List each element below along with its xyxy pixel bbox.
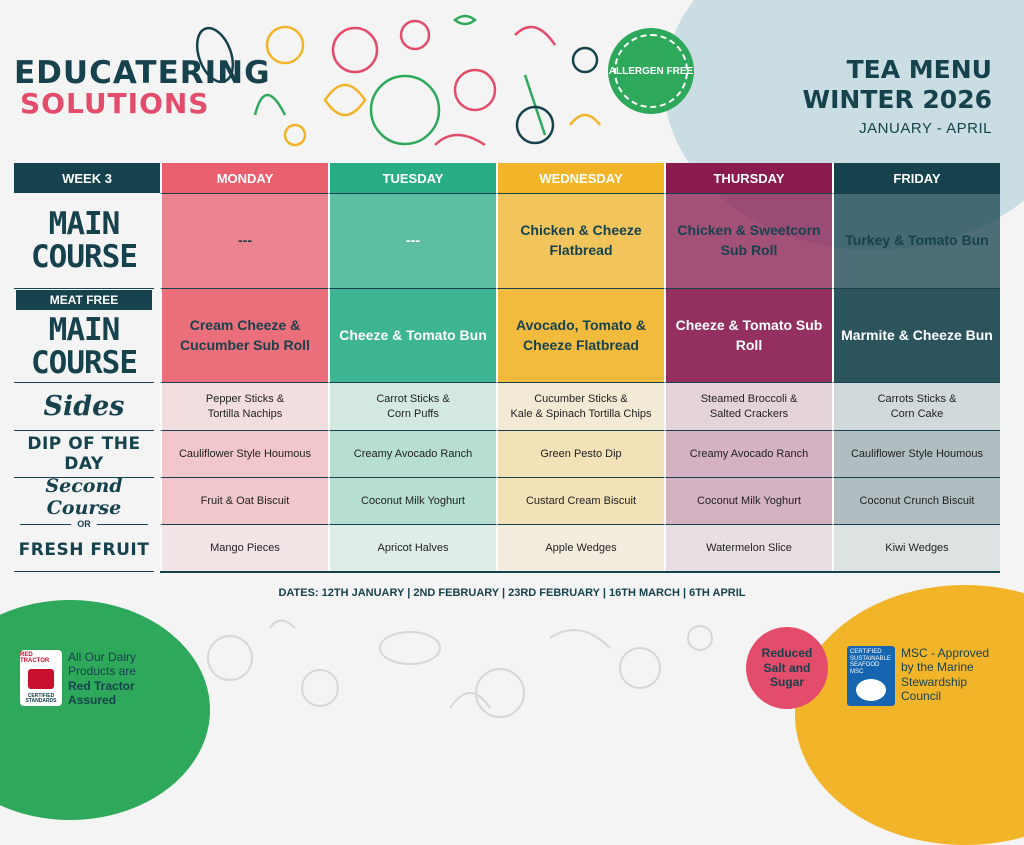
menu-dates: DATES: 12TH JANUARY | 2ND FEBRUARY | 23RD FEBRUARY | 16TH MARCH | 6TH APRIL [278, 587, 746, 599]
row-divider [14, 571, 154, 572]
meat-free-main-cell [160, 288, 328, 382]
msc-line-4: Council [901, 689, 942, 704]
main-course-cell [664, 193, 832, 288]
second-course-cell-text: Fruit & Oat Biscuit [200, 494, 290, 507]
dip-cell-text: Creamy Avocado Ranch [353, 447, 473, 460]
main-course-cell-text: Turkey & Tomato Bun [845, 232, 989, 249]
fresh-fruit-cell [160, 524, 328, 571]
badge-ring [614, 34, 688, 108]
fresh-fruit-cell [328, 524, 496, 571]
yellow-footer-shape [795, 585, 1024, 845]
second-course-cell-text: Coconut Milk Yoghurt [361, 494, 465, 507]
main-course-cell [832, 193, 1000, 288]
msc-logo [847, 646, 895, 706]
msc-line-3: Stewardship [901, 674, 968, 689]
sides-cell [832, 382, 1000, 430]
row-label-main-1: MAIN [48, 205, 120, 242]
sides-cell-line: Corn Puffs [387, 407, 439, 420]
main-course-cell-text: Chicken & Cheeze Flatbread [520, 222, 642, 258]
red-tractor-logo-top: RED TRACTOR [20, 652, 50, 664]
msc-logo-text: CERTIFIED SUSTAINABLE SEAFOOD MSC [850, 649, 891, 675]
or-text: OR [77, 519, 91, 529]
dip-cell [832, 430, 1000, 477]
row-label-mf-main-2: COURSE [31, 345, 137, 381]
fish-icon [856, 679, 886, 701]
sides-cell-line: Steamed Broccoli & [700, 392, 798, 405]
main-course-cell [496, 193, 664, 288]
sides-cell-line: Corn Cake [890, 407, 944, 420]
meat-free-main-cell-text: Cream Cheeze & Cucumber Sub Roll [180, 316, 310, 353]
fresh-fruit-cell-text: Apple Wedges [545, 541, 617, 554]
dip-cell-text: Cauliflower Style Houmous [178, 447, 312, 460]
row-label-meat-free [14, 288, 154, 382]
reduced-line-2: Salt and [763, 660, 811, 675]
footer-doodles [170, 608, 730, 726]
dairy-line-3: Red Tractor [68, 678, 135, 693]
day-header-wednesday: WEDNESDAY [496, 163, 664, 193]
row-label-second-text: Second Course [45, 475, 123, 519]
sides-cell-line: Cucumber Sticks & [534, 392, 628, 405]
sides-cell-text [506, 392, 655, 422]
second-course-cell [160, 477, 328, 524]
dip-cell [160, 430, 328, 477]
logo-line-1: EDUCATERING [14, 55, 271, 91]
table-bottom-border [160, 571, 1000, 573]
sides-cell-line: Pepper Sticks & [205, 392, 285, 405]
second-course-cell-text: Custard Cream Biscuit [525, 494, 637, 507]
sides-cell-line: Tortilla Nachips [207, 407, 283, 420]
reduced-line-3: Sugar [769, 675, 804, 690]
red-tractor-logo-bottom: CERTIFIED STANDARDS [25, 692, 57, 704]
row-label-fruit-text: FRESH FRUIT [18, 540, 150, 560]
day-header-thursday: THURSDAY [664, 163, 832, 193]
sides-cell [160, 382, 328, 430]
row-label-sides-text: Sides [43, 390, 125, 422]
row-label-mf-main-1: MAIN [48, 312, 120, 349]
dip-cell [664, 430, 832, 477]
second-course-cell-text: Coconut Crunch Biscuit [859, 494, 975, 507]
sides-cell-text [372, 392, 453, 422]
main-course-cell-text: Chicken & Sweetcorn Sub Roll [677, 222, 821, 258]
sides-cell-text [697, 392, 802, 422]
second-course-cell [496, 477, 664, 524]
menu-title [803, 55, 992, 137]
dip-cell-text: Cauliflower Style Houmous [850, 447, 984, 460]
sides-cell [328, 382, 496, 430]
sides-cell-line: Carrot Sticks & [376, 392, 450, 405]
sides-cell-text [202, 392, 288, 422]
sides-cell-line: Kale & Spinach Tortilla Chips [510, 407, 652, 420]
sides-cell-line: Carrots Sticks & [877, 392, 957, 405]
row-label-fresh-fruit [14, 531, 154, 569]
meat-free-main-cell [496, 288, 664, 382]
meat-free-main-cell [832, 288, 1000, 382]
dairy-line-2: Products are [68, 664, 137, 679]
main-course-cell [160, 193, 328, 288]
meat-free-main-cell [328, 288, 496, 382]
dairy-assurance-text [68, 650, 136, 708]
tractor-icon [28, 669, 54, 689]
msc-line-2: by the Marine [901, 660, 974, 675]
week-label: WEEK 3 [14, 163, 160, 193]
msc-line-1: MSC - Approved [901, 646, 990, 660]
dip-cell [496, 430, 664, 477]
meat-free-main-cell-text: Cheeze & Tomato Sub Roll [675, 316, 823, 353]
title-line-2: WINTER 2026 [802, 84, 992, 114]
second-course-cell [328, 477, 496, 524]
row-label-second-course [14, 477, 154, 517]
reduced-salt-sugar-badge [746, 627, 828, 709]
dip-cell-text: Green Pesto Dip [540, 447, 622, 460]
fresh-fruit-cell [832, 524, 1000, 571]
main-course-cell-text: --- [406, 232, 420, 249]
day-header-monday: MONDAY [160, 163, 328, 193]
day-header-tuesday: TUESDAY [328, 163, 496, 193]
fresh-fruit-cell-text: Apricot Halves [377, 541, 449, 554]
menu-table [14, 163, 1000, 573]
second-course-cell [664, 477, 832, 524]
sides-cell [664, 382, 832, 430]
dip-cell [328, 430, 496, 477]
row-label-dip [14, 430, 154, 477]
logo-line-2: SOLUTIONS [20, 87, 210, 120]
fresh-fruit-cell [664, 524, 832, 571]
badge-text: ALLERGEN FREE [608, 65, 694, 77]
dairy-line-1: All Our Dairy [68, 650, 137, 664]
meat-free-tag: MEAT FREE [16, 290, 152, 310]
row-label-sides [14, 382, 154, 430]
msc-text [901, 646, 989, 704]
fresh-fruit-cell-text: Mango Pieces [210, 541, 280, 554]
reduced-line-1: Reduced [761, 646, 813, 661]
day-header-friday: FRIDAY [832, 163, 1000, 193]
red-tractor-logo [20, 650, 62, 706]
fresh-fruit-cell [496, 524, 664, 571]
row-label-main-course [14, 193, 154, 288]
allergen-free-badge [608, 28, 694, 114]
second-course-cell-text: Coconut Milk Yoghurt [697, 494, 801, 507]
sides-cell [496, 382, 664, 430]
sides-cell-line: Salted Crackers [709, 407, 789, 420]
row-label-dip-text: DIP OF THE DAY [27, 433, 141, 474]
title-period: JANUARY - APRIL [859, 120, 992, 137]
meat-free-main-cell-text: Marmite & Cheeze Bun [841, 326, 993, 343]
main-course-cell-text: --- [238, 232, 252, 249]
meat-free-main-cell-text: Cheeze & Tomato Bun [339, 326, 487, 343]
sides-cell-text [874, 392, 961, 422]
dip-cell-text: Creamy Avocado Ranch [689, 447, 809, 460]
or-divider [14, 517, 154, 531]
fresh-fruit-cell-text: Kiwi Wedges [885, 541, 949, 554]
row-label-main-2: COURSE [31, 238, 137, 275]
meat-free-main-cell [664, 288, 832, 382]
fresh-fruit-cell-text: Watermelon Slice [706, 541, 792, 554]
meat-free-main-cell-text: Avocado, Tomato & Cheeze Flatbread [516, 316, 646, 353]
second-course-cell [832, 477, 1000, 524]
dairy-line-4: Assured [68, 693, 117, 708]
title-line-1: TEA MENU [846, 55, 992, 84]
main-course-cell [328, 193, 496, 288]
